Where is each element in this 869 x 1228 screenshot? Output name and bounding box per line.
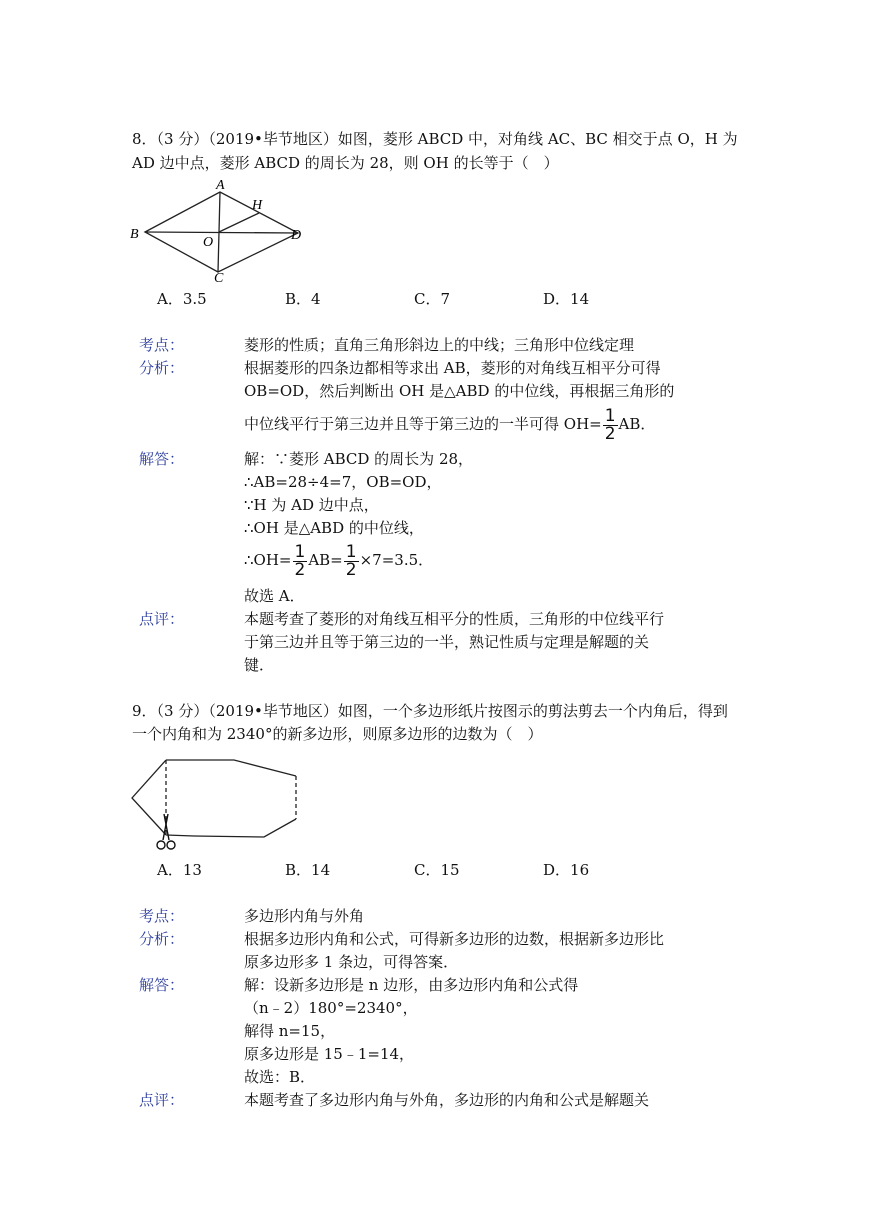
label-o: O (203, 235, 214, 250)
q9-option-c: C．15 (414, 861, 460, 879)
q9-jieda-line3: 解得 n=15， (244, 1022, 336, 1040)
segment-oh (219, 213, 259, 232)
q9-dianping-label: 点评： (139, 1091, 185, 1109)
q8-jieda-line3: ∵H 为 AD 边中点， (244, 496, 379, 514)
q8-fenxi-line1: 根据菱形的四条边都相等求出 AB，菱形的对角线互相平分可得 (244, 359, 661, 377)
q9-option-a: A．13 (157, 861, 202, 879)
q8-dianping-line3: 键． (244, 656, 275, 674)
q8-fenxi-line2: OB=OD，然后判断出 OH 是△ABD 的中位线，再根据三角形的 (244, 382, 675, 400)
q8-jieda-line2: ∴AB=28÷4=7，OB=OD， (244, 473, 442, 491)
q9-fenxi-label: 分析： (139, 930, 185, 948)
diagonal-bd (145, 232, 298, 233)
q8-kaodian-label: 考点： (139, 336, 185, 354)
q9-dianping-line1: 本题考查了多边形内角与外角，多边形的内角和公式是解题关 (244, 1091, 650, 1109)
q8-fenxi-line3 (244, 404, 655, 444)
polygon-top (166, 760, 296, 776)
q9-option-d: D．16 (543, 861, 590, 879)
label-d: D (291, 228, 302, 243)
fraction-one-half: $\frac{1}{2}$ (345, 541, 357, 580)
q8-jieda-label: 解答： (139, 450, 185, 468)
q8-stem-line2: AD 边中点，菱形 ABCD 的周长为 28，则 OH 的长等于（ ） (132, 154, 559, 172)
polygon-bottom (166, 819, 296, 837)
q9-jieda-line4: 原多边形是 15﹣1=14， (244, 1045, 415, 1063)
q9-stem-line2: 一个内角和为 2340°的新多边形，则原多边形的边数为（ ） (132, 725, 543, 743)
q9-stem-line1: 9．（3 分）（2019•毕节地区）如图，一个多边形纸片按图示的剪法剪去一个内角后，得到 (132, 702, 728, 720)
label-h: H (252, 198, 263, 213)
q8-option-d: D．14 (543, 290, 590, 308)
q8-stem-line1: 8．（3 分）（2019•毕节地区）如图，菱形 ABCD 中，对角线 AC、BC 相交于点 O，H 为 (132, 130, 738, 148)
q8-fenxi-line3-tail: AB． (618, 415, 656, 433)
q8-option-b: B．4 (285, 290, 321, 308)
q9-jieda-line5: 故选：B． (244, 1068, 316, 1086)
q8-fenxi-line3-text: 中位线平行于第三边并且等于第三边的一半可得 OH= (244, 415, 602, 433)
q8-option-a: A．3.5 (157, 290, 207, 308)
label-c: C (214, 271, 224, 282)
q9-jieda-line2: （n﹣2）180°=2340°， (244, 999, 418, 1017)
rhombus-figure (128, 176, 313, 282)
label-b: B (130, 227, 139, 242)
q9-fenxi-line1: 根据多边形内角和公式，可得新多边形的边数，根据新多边形比 (244, 930, 665, 948)
q8-jieda-line5: ∴OH= $\frac{1}{2}$ AB= $\frac{1}{2}$ ×7=3.5． (244, 541, 434, 580)
q8-dianping-line2: 于第三边并且等于第三边的一半，熟记性质与定理是解题的关 (244, 633, 650, 651)
q9-jieda-label: 解答： (139, 976, 185, 994)
q8-jieda-line6: 故选 A． (244, 587, 305, 605)
q8-jieda-line1: 解：∵菱形 ABCD 的周长为 28， (244, 450, 474, 468)
q8-dianping-line1: 本题考查了菱形的对角线互相平分的性质，三角形的中位线平行 (244, 610, 665, 628)
fraction-one-half: $\frac{1}{2}$ (294, 541, 306, 580)
q9-kaodian-label: 考点： (139, 907, 185, 925)
q9-option-b: B．14 (285, 861, 331, 879)
fraction-one-half: $\frac{1}{2}$ (604, 405, 616, 444)
polygon-figure (128, 748, 306, 856)
cut-corner (132, 760, 166, 835)
q9-kaodian: 多边形内角与外角 (244, 907, 365, 925)
label-a: A (216, 178, 225, 193)
q8-jieda-line4: ∴OH 是△ABD 的中位线， (244, 519, 424, 537)
q8-dianping-label: 点评： (139, 610, 185, 628)
q8-fenxi-label: 分析： (139, 359, 185, 377)
q8-option-c: C．7 (414, 290, 451, 308)
q9-jieda-line1: 解：设新多边形是 n 边形，由多边形内角和公式得 (244, 976, 579, 994)
q9-fenxi-line2: 原多边形多 1 条边，可得答案． (244, 953, 459, 971)
q8-kaodian: 菱形的性质；直角三角形斜边上的中线；三角形中位线定理 (244, 336, 635, 354)
